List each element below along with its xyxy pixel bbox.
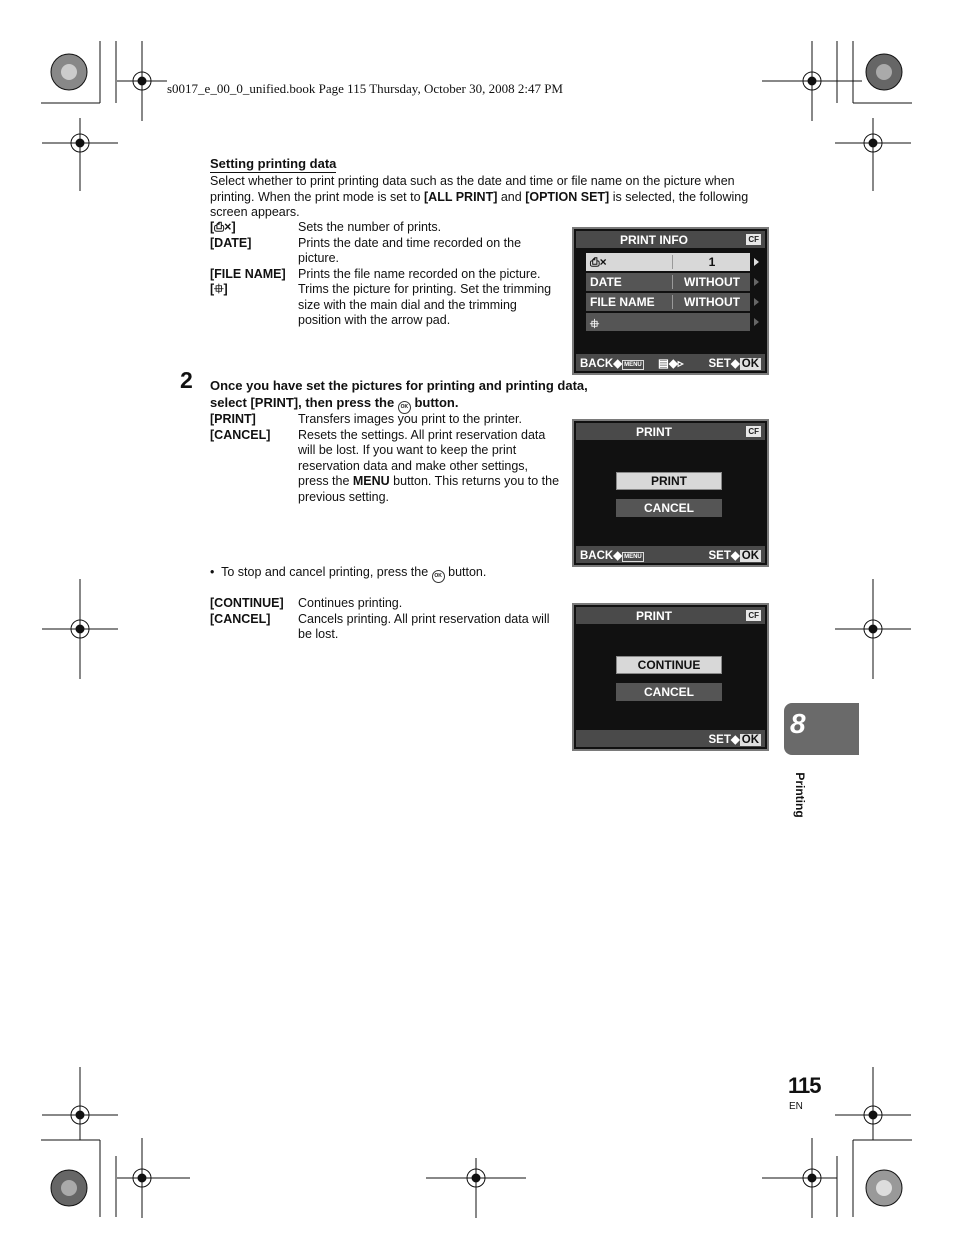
step-number: 2	[180, 367, 193, 393]
trim-icon: ⯐	[590, 317, 600, 331]
definition-row	[210, 220, 560, 236]
chapter-label: Printing	[793, 772, 807, 818]
print-continue-screen	[572, 603, 769, 751]
row-print-count[interactable]	[586, 253, 750, 271]
step-text-2: button.	[410, 395, 459, 410]
cf-card-icon: CF	[748, 427, 759, 436]
row-trim[interactable]	[586, 313, 750, 331]
date-value: WITHOUT	[672, 275, 751, 289]
page-number: 115	[788, 1073, 821, 1098]
back-label: BACK	[580, 358, 614, 370]
screen-title-bar	[576, 231, 765, 248]
definition-desc: Prints the file name recorded on the picture.	[298, 266, 541, 281]
menu-button-icon: MENU	[624, 554, 642, 560]
screen-title-bar	[576, 423, 765, 440]
definition-term: [⎙×]	[210, 220, 236, 234]
ok-button-icon: OK	[741, 358, 759, 370]
definition-term: [FILE NAME]	[210, 266, 286, 281]
back-label: BACK	[580, 550, 614, 562]
print-definitions	[210, 412, 560, 505]
definition-term: [CONTINUE]	[210, 596, 284, 610]
definition-term: [⯐]	[210, 282, 228, 296]
intro-paragraph	[210, 174, 775, 221]
definition-row	[210, 282, 560, 329]
chapter-number: 8	[790, 708, 806, 739]
date-label: DATE	[590, 275, 622, 289]
arrow-right-icon	[754, 318, 759, 326]
set-label: SET	[708, 358, 731, 370]
set-label: SET	[708, 550, 731, 562]
screen-footer	[576, 730, 765, 747]
cancel-option[interactable]: CANCEL	[616, 683, 722, 701]
screen-footer	[576, 354, 765, 371]
menu-button-icon: MENU	[624, 362, 642, 368]
step-instruction	[210, 377, 610, 414]
section-title: Setting printing data	[210, 156, 337, 171]
definition-row	[210, 236, 560, 267]
row-date[interactable]	[586, 273, 750, 291]
definition-desc	[298, 428, 560, 506]
definition-desc: Prints the date and time recorded on the picture.	[298, 235, 522, 265]
bullet-text-1: To stop and cancel printing, press the	[221, 565, 432, 579]
arrow-right-icon	[754, 258, 759, 266]
cancel-desc-2: button. This returns you to the previous setting.	[298, 474, 560, 504]
definition-desc: Cancels printing. All print reservation data will be lost.	[298, 611, 550, 641]
cf-card-icon: CF	[748, 611, 759, 620]
back-hint: BACK◆ MENU	[580, 550, 642, 562]
definition-term: [PRINT]	[210, 412, 256, 426]
ok-button-icon: OK	[432, 570, 445, 583]
set-hint: SET◆ OK	[708, 358, 759, 370]
definition-row	[210, 596, 560, 612]
row-file-name[interactable]	[586, 293, 750, 311]
file-name-label: FILE NAME	[590, 295, 655, 309]
bullet-text-2: button.	[444, 565, 487, 579]
set-label: SET	[708, 734, 731, 746]
language-code: EN	[789, 1101, 803, 1112]
back-hint: BACK◆ MENU	[580, 358, 642, 370]
definition-row	[210, 267, 560, 283]
book-header: s0017_e_00_0_unified.book Page 115 Thursday, October 30, 2008 2:47 PM	[167, 81, 563, 96]
print-info-screen	[572, 227, 769, 375]
screen-title: PRINT INFO	[620, 233, 688, 247]
definition-desc: Sets the number of prints.	[298, 220, 442, 234]
screen-title: PRINT	[636, 425, 672, 439]
definition-term: [CANCEL]	[210, 427, 271, 442]
cf-card-icon: CF	[748, 235, 759, 244]
print-info-definitions	[210, 220, 560, 329]
definition-term: [CANCEL]	[210, 611, 271, 626]
definition-desc: Trims the picture for printing. Set the trimming size with the main dial and the trimming position with the arrow pad.	[298, 282, 552, 327]
screen-footer	[576, 546, 765, 563]
intro-text-1: Select whether to print printing data such as the date and time or file name on the picture when printing. When the print mode is set to	[210, 174, 735, 204]
print-screen	[572, 419, 769, 567]
ok-button-icon: OK	[741, 550, 759, 562]
menu-keyword: MENU	[352, 474, 390, 488]
continue-definitions	[210, 596, 560, 643]
set-hint: SET◆ OK	[708, 550, 759, 562]
intro-bold-all-print: [ALL PRINT]	[424, 189, 498, 204]
definition-row	[210, 428, 560, 506]
definition-term: [DATE]	[210, 235, 252, 250]
definition-row	[210, 412, 560, 428]
ok-button-icon: OK	[741, 734, 759, 746]
step-text-1: Once you have set the pictures for printing and printing data, select [PRINT], then press the	[210, 378, 588, 410]
file-name-value: WITHOUT	[672, 295, 751, 309]
intro-bold-option-set: [OPTION SET]	[525, 189, 610, 204]
print-option[interactable]: PRINT	[616, 472, 722, 490]
continue-option[interactable]: CONTINUE	[616, 656, 722, 674]
definition-desc: Continues printing.	[298, 596, 403, 610]
stop-bullet: • To stop and cancel printing, press the OK button.	[210, 565, 570, 583]
arrow-right-icon	[754, 298, 759, 306]
info-arrows-icon: ▤◆▹	[658, 358, 684, 370]
print-count-value: 1	[672, 255, 751, 269]
screen-title-bar	[576, 607, 765, 624]
print-count-label: ⎙×	[590, 255, 607, 269]
ok-button-icon: OK	[398, 401, 411, 414]
definition-desc: Transfers images you print to the printer.	[298, 412, 522, 426]
intro-text-3: is selected, the following screen appears.	[210, 189, 749, 219]
screen-title: PRINT	[636, 609, 672, 623]
cancel-desc-1: Resets the settings. All print reservation data will be lost. If you want to keep the print reservation data and make other settings, press the	[298, 427, 546, 488]
arrow-right-icon	[754, 278, 759, 286]
intro-text-2: and	[497, 189, 526, 204]
set-hint: SET◆ OK	[708, 734, 759, 746]
cancel-option[interactable]: CANCEL	[616, 499, 722, 517]
definition-row	[210, 612, 560, 643]
